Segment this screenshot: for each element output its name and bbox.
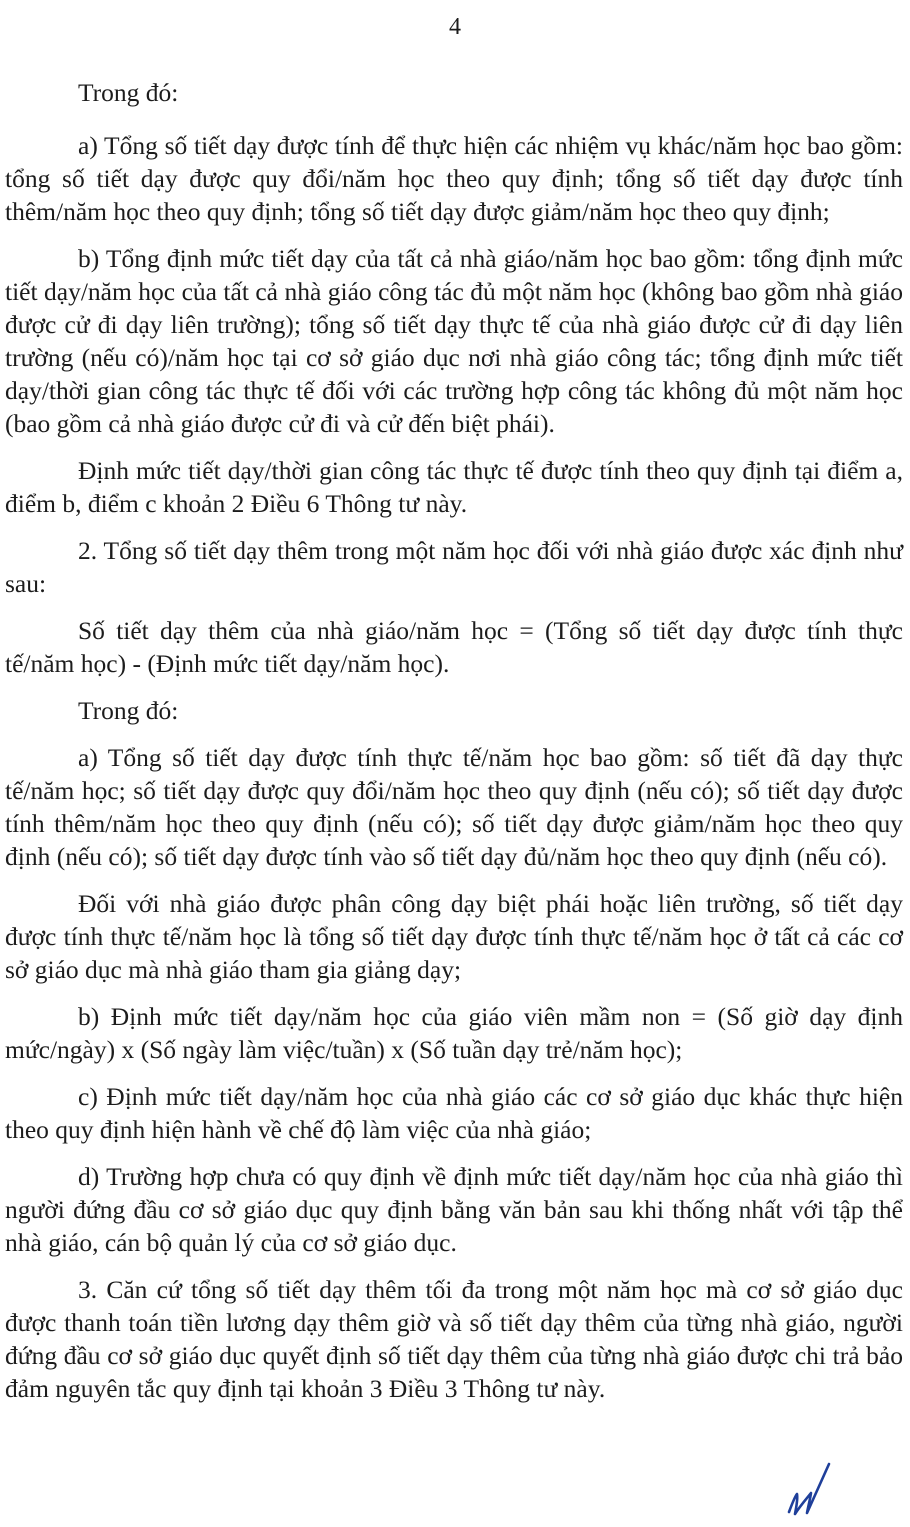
paragraph-point-a-2: a) Tổng số tiết dạy được tính thực tế/năm học bao gồm: số tiết đã dạy thực tế/năm học; số tiết dạy được quy đổi/năm học theo quy định (nếu có); số tiết dạy được tính thêm/năm học theo quy định (nếu có); số tiết dạy được giảm/năm học theo quy định (nếu có); số tiết dạy được tính vào số tiết dạy đủ/năm học theo quy định (nếu có). <box>5 743 903 871</box>
paragraph-point-b-2: b) Định mức tiết dạy/năm học của giáo viên mầm non = (Số giờ dạy định mức/ngày) x (Số ngày làm việc/tuần) x (Số tuần dạy trẻ/năm học); <box>5 1002 903 1064</box>
paragraph-point-b-1: b) Tổng định mức tiết dạy của tất cả nhà giáo/năm học bao gồm: tổng định mức tiết dạy/năm học của tất cả nhà giáo công tác đủ một năm học (không bao gồm nhà giáo được cử đi dạy liên trường); tổng số tiết dạy thực tế của nhà giáo được cử đi dạy liên trường (nếu có)/năm học tại cơ sở giáo dục nơi nhà giáo công tác; tổng định mức tiết dạy/thời gian công tác thực tế đối với các trường hợp công tác không đủ một năm học (bao gồm cả nhà giáo được cử đi và cử đến biệt phái). <box>5 244 903 438</box>
page-number: 4 <box>449 14 461 40</box>
paragraph-trong-do-1: Trong đó: <box>78 78 179 107</box>
handwritten-initial-icon <box>783 1460 833 1518</box>
paragraph-biet-phai: Đối với nhà giáo được phân công dạy biệt phái hoặc liên trường, số tiết dạy được tính thực tế/năm học là tổng số tiết dạy được tính thực tế/năm học ở tất cả các cơ sở giáo dục mà nhà giáo tham gia giảng dạy; <box>5 889 903 984</box>
paragraph-dinh-muc: Định mức tiết dạy/thời gian công tác thực tế được tính theo quy định tại điểm a, điểm b, điểm c khoản 2 Điều 6 Thông tư này. <box>5 456 903 518</box>
paragraph-point-a-1: a) Tổng số tiết dạy được tính để thực hiện các nhiệm vụ khác/năm học bao gồm: tổng số tiết dạy được quy đổi/năm học theo quy định; tổng số tiết dạy được tính thêm/năm học theo quy định; tổng số tiết dạy được giảm/năm học theo quy định; <box>5 131 903 226</box>
paragraph-formula: Số tiết dạy thêm của nhà giáo/năm học = (Tổng số tiết dạy được tính thực tế/năm học) - (Định mức tiết dạy/năm học). <box>5 616 903 678</box>
paragraph-point-d: d) Trường hợp chưa có quy định về định mức tiết dạy/năm học của nhà giáo thì người đứng đầu cơ sở giáo dục quy định bằng văn bản sau khi thống nhất với tập thể nhà giáo, cán bộ quản lý của cơ sở giáo dục. <box>5 1162 903 1257</box>
paragraph-clause-2: 2. Tổng số tiết dạy thêm trong một năm học đối với nhà giáo được xác định như sau: <box>5 536 903 598</box>
document-body <box>5 76 903 1405</box>
paragraph-point-c: c) Định mức tiết dạy/năm học của nhà giáo các cơ sở giáo dục khác thực hiện theo quy định hiện hành về chế độ làm việc của nhà giáo; <box>5 1082 903 1144</box>
paragraph-trong-do-2: Trong đó: <box>78 696 179 725</box>
paragraph-clause-3: 3. Căn cứ tổng số tiết dạy thêm tối đa trong một năm học mà cơ sở giáo dục được thanh toán tiền lương dạy thêm giờ và số tiết dạy thêm của từng nhà giáo, người đứng đầu cơ sở giáo dục quyết định số tiết dạy thêm của từng nhà giáo được chi trả bảo đảm nguyên tắc quy định tại khoản 3 Điều 3 Thông tư này. <box>5 1275 903 1403</box>
